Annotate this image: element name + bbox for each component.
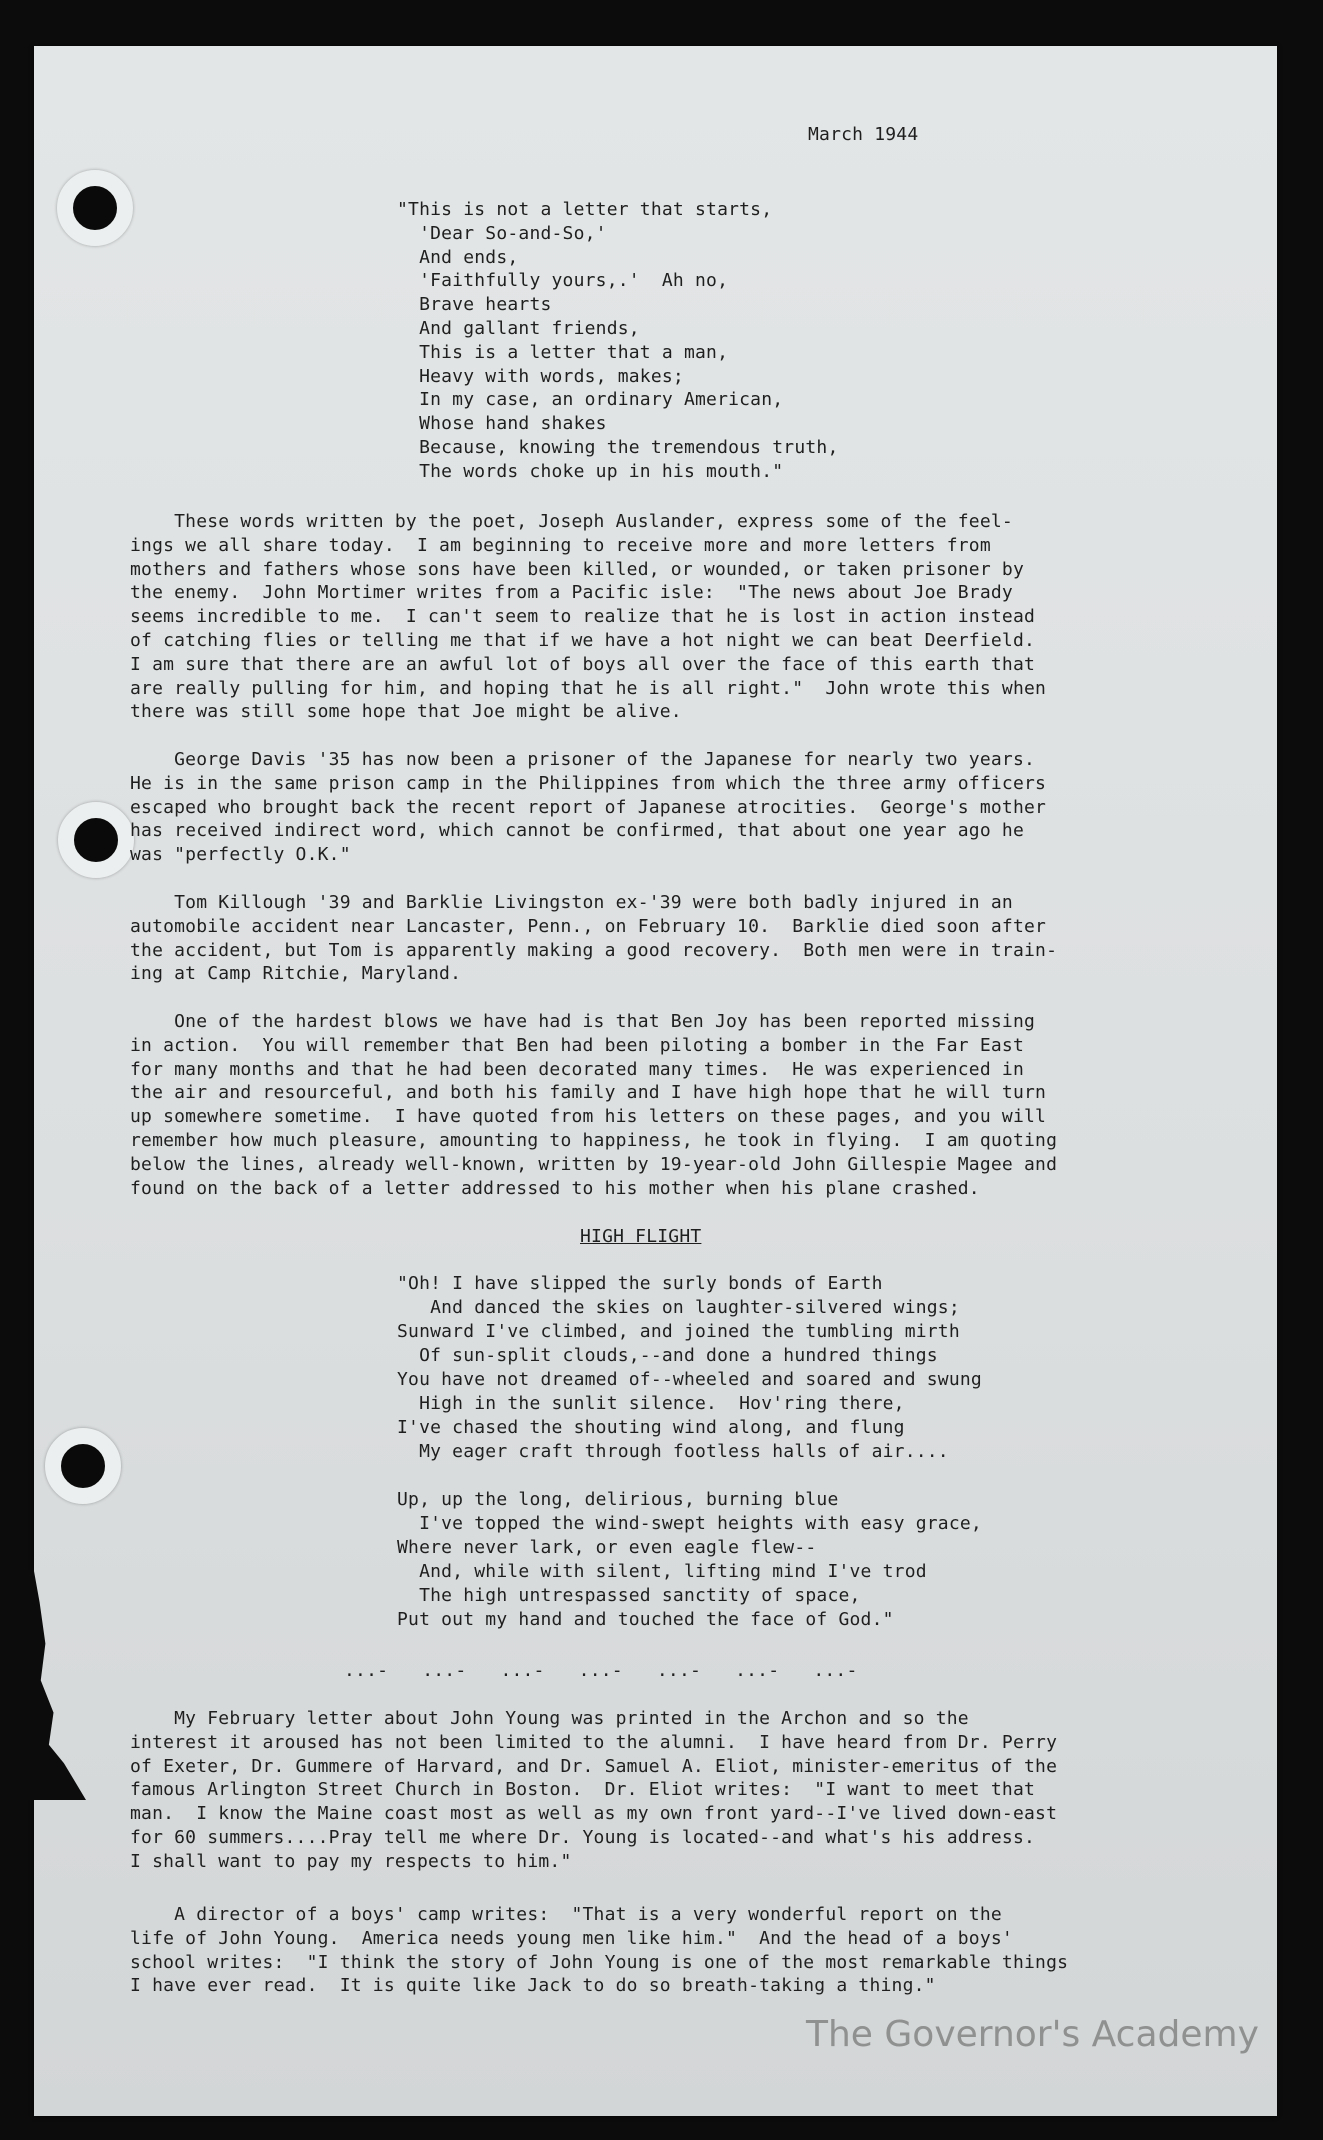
paragraph-auslander: These words written by the poet, Joseph Auslander, express some of the feel- ings we all share today. I am beginning to receive more and more letters from mothers and fathers whose sons have been killed, or wounded, or taken prisoner by the enemy. John Mortimer writes from a Pacific isle: "The news about Joe Brady seems incredible to me. I can't seem to realize that he is lost in action instead of catching flies or telling me that if we have a hot night we can beat Deerfield. I am sure that there are an awful lot of boys all over the face of this earth that are really pulling for him, and hoping that he is all right." John wrote this when there was still some hope that Joe might be alive. [130,511,1047,723]
watermark: The Governor's Academy [806,2014,1259,2055]
letter-date: March 1944 [808,124,919,145]
paragraph-davis: George Davis '35 has now been a prisoner of the Japanese for nearly two years. He is in the same prison camp in the Philippines from which the three army officers escaped who brought back the recent report of Japanese atrocities. George's mother has received indirect word, which cannot be confirmed, that about one year ago he was "perfectly O.K." [130,749,1047,866]
opening-poem: "This is not a letter that starts, 'Dear So-and-So,' And ends, 'Faithfully yours,.' Ah no, Brave hearts And gallant friends, This is a letter that a man, Heavy with words, makes; In my case, an ordinary American, Whose hand shakes Because, knowing the tremendous truth, The words choke up in his mouth." [397,199,839,482]
punch-hole-top [57,170,133,246]
section-separator: ...- ...- ...- ...- ...- ...- ...- [344,1660,858,1681]
high-flight-poem: "Oh! I have slipped the surly bonds of Earth And danced the skies on laughter-silvered wings; Sunward I've climbed, and joined the tumbling mirth Of sun-split clouds,--and done a hundred things You have not dreamed of--wheeled and soared and swung High in the sunlit silence. Hov'ring there, I've chased the shouting wind along, and flung My eager craft through footless halls of air.... Up, up the long, delirious, burning blue I've topped the wind-swept heights with easy grace, Where never lark, or even eagle flew-- And, while with silent, lifting mind I've trod The high untrespassed sanctity of space, Put out my hand and touched the face of God." [397,1273,982,1630]
high-flight-title: HIGH FLIGHT [580,1226,702,1247]
punch-hole-lower [45,1428,121,1504]
punch-hole-middle [58,802,134,878]
paragraph-camp-director: A director of a boys' camp writes: "That is a very wonderful report on the life of John Young. America needs young men like him." And the head of a boys' school writes: "I think the story of John Young is one of the most remarkable things I have ever read. It is quite like Jack to do so breath-taking a thing." [130,1904,1069,1997]
paragraph-killough: Tom Killough '39 and Barklie Livingston ex-'39 were both badly injured in an automobile accident near Lancaster, Penn., on February 10. Barklie died soon after the accident, but Tom is apparently making a good recovery. Both men were in train- ing at Camp Ritchie, Maryland. [130,892,1058,985]
paragraph-john-young: My February letter about John Young was printed in the Archon and so the interest it aroused has not been limited to the alumni. I have heard from Dr. Perry of Exeter, Dr. Gummere of Harvard, and Dr. Samuel A. Eliot, minister-emeritus of the famous Arlington Street Church in Boston. Dr. Eliot writes: "I want to meet that man. I know the Maine coast most as well as my own front yard--I've lived down-east for 60 summers....Pray tell me where Dr. Young is located--and what's his address. I shall want to pay my respects to him." [130,1708,1058,1872]
paragraph-joy: One of the hardest blows we have had is that Ben Joy has been reported missing in action. You will remember that Ben had been piloting a bomber in the Far East for many months and that he had been decorated many times. He was experienced in the air and resourceful, and both his family and I have high hope that he will turn up somewhere sometime. I have quoted from his letters on these pages, and you will remember how much pleasure, amounting to happiness, he took in flying. I am quoting below the lines, already well-known, written by 19-year-old John Gillespie Magee and found on the back of a letter addressed to his mother when his plane crashed. [130,1011,1058,1199]
